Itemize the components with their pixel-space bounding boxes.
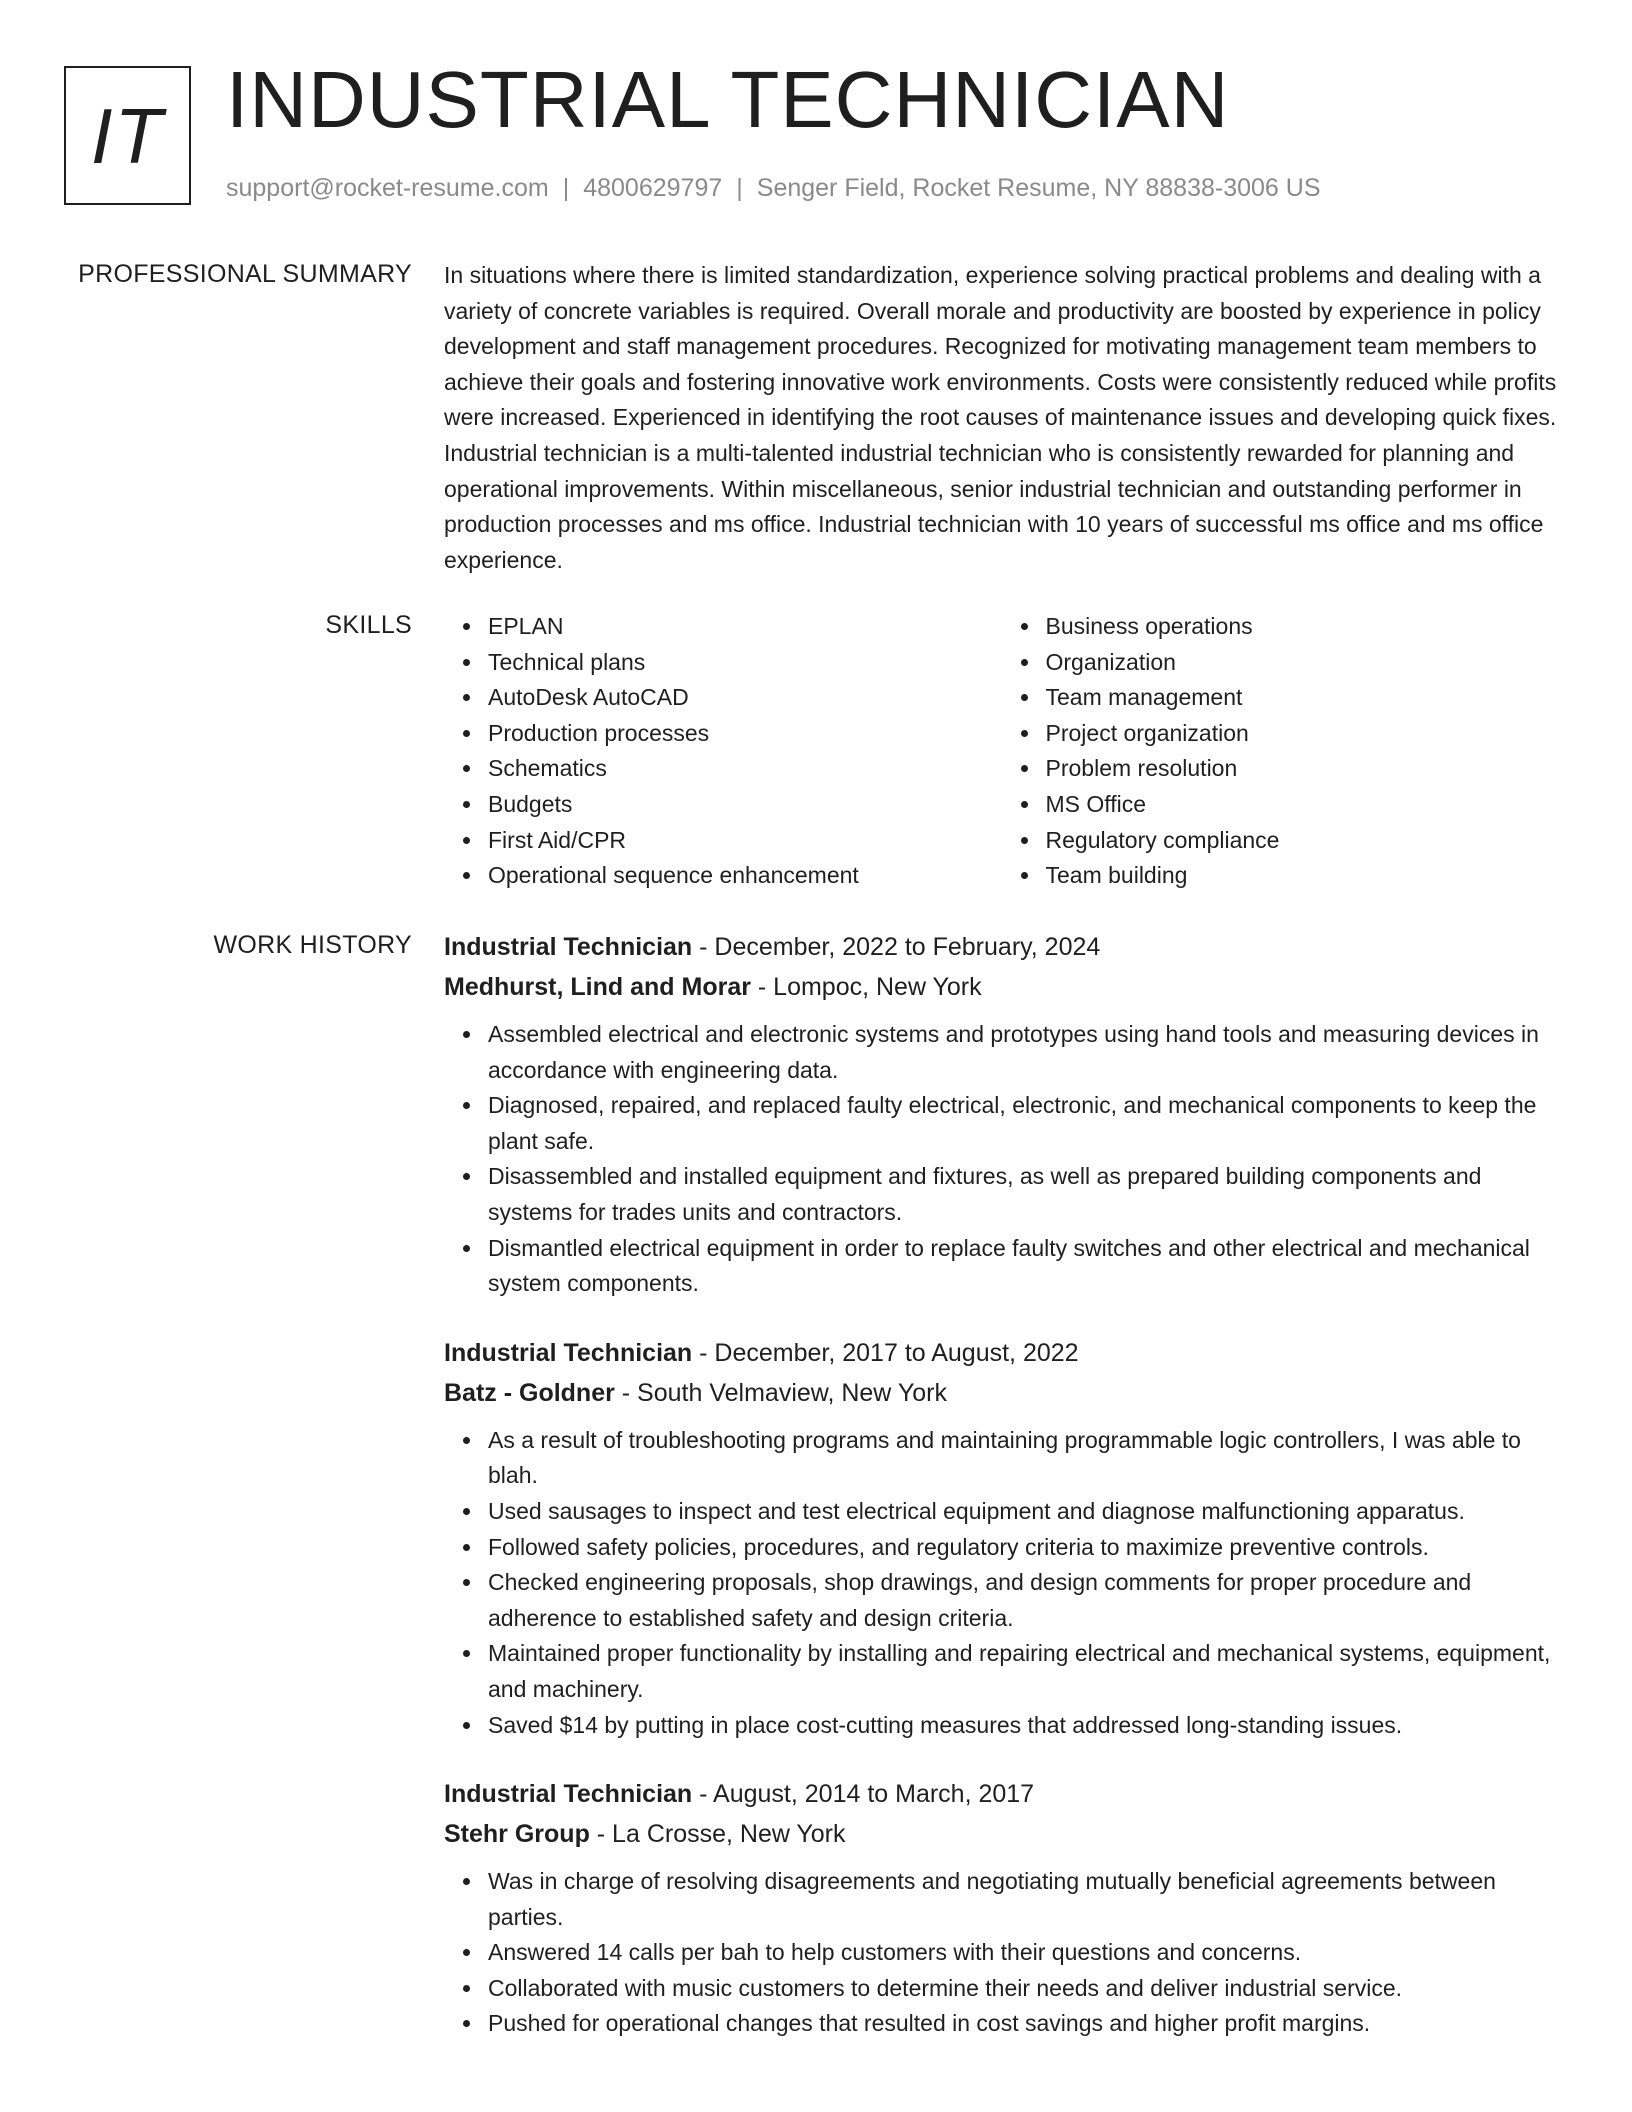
job-bullet: As a result of troubleshooting programs and maintaining programmable logic controllers, I was able to blah.: [488, 1423, 1559, 1494]
summary-text: In situations where there is limited standardization, experience solving practical problems and dealing with a variety of concrete variables is required. Overall morale and productivity are boosted by experience in policy development and staff management procedures. Recognized for motivating management team members to achieve their goals and fostering innovative work environments. Costs were consistently reduced while profits were increased. Experienced in identifying the root causes of maintenance issues and developing quick fixes. Industrial technician is a multi-talented industrial technician who is consistently rewarded for planning and operational improvements. Within miscellaneous, senior industrial technician and outstanding performer in production processes and ms office. Industrial technician with 10 years of successful ms office and ms office experience.: [444, 262, 1557, 573]
job-entry: [444, 1333, 1559, 1743]
summary-title: PROFESSIONAL SUMMARY: [78, 260, 412, 288]
contact-line: [226, 174, 1321, 203]
job-location: - Lompoc, New York: [750, 973, 982, 1001]
skill-item: Problem resolution: [1046, 751, 1560, 787]
job-company: Medhurst, Lind and Morar: [444, 973, 751, 1001]
job-bullet: Maintained proper functionality by installing and repairing electrical and mechanical systems, equipment, and machinery.: [488, 1636, 1559, 1707]
skills-columns: [444, 609, 1559, 894]
job-role: Industrial Technician: [444, 933, 693, 961]
contact-separator: |: [736, 174, 743, 202]
work-history-body: [444, 927, 1559, 2073]
contact-phone: 4800629797: [583, 174, 723, 202]
skill-item: Team building: [1046, 858, 1560, 894]
job-bullets: [444, 1864, 1559, 2042]
skill-item: Regulatory compliance: [1046, 823, 1560, 859]
job-company-line: [444, 1373, 1559, 1413]
skill-item: EPLAN: [488, 609, 1002, 645]
summary-body: [444, 258, 1559, 578]
skill-item: Organization: [1046, 645, 1560, 681]
job-bullet: Followed safety policies, procedures, and regulatory criteria to maximize preventive controls.: [488, 1530, 1559, 1566]
skill-item: Team management: [1046, 680, 1560, 716]
job-entry: [444, 1774, 1559, 2042]
work-history-title: WORK HISTORY: [213, 931, 412, 959]
skills-body: [444, 609, 1559, 894]
skill-item: Schematics: [488, 751, 1002, 787]
skill-item: Project organization: [1046, 716, 1560, 752]
job-bullet: Diagnosed, repaired, and replaced faulty electrical, electronic, and mechanical components to keep the plant safe.: [488, 1088, 1559, 1159]
skills-list-right: [1002, 609, 1560, 894]
job-title-line: [444, 1774, 1559, 1814]
candidate-name: INDUSTRIAL TECHNICIAN: [226, 55, 1230, 144]
job-bullet: Disassembled and installed equipment and fixtures, as well as prepared building components and systems for trades units and contractors.: [488, 1159, 1559, 1230]
skill-item: AutoDesk AutoCAD: [488, 680, 1002, 716]
job-bullet: Dismantled electrical equipment in order to replace faulty switches and other electrical and mechanical system components.: [488, 1231, 1559, 1302]
job-bullet: Assembled electrical and electronic systems and prototypes using hand tools and measuring devices in accordance with engineering data.: [488, 1017, 1559, 1088]
skill-item: Technical plans: [488, 645, 1002, 681]
job-company-line: [444, 967, 1559, 1007]
job-bullet: Collaborated with music customers to determine their needs and deliver industrial service.: [488, 1971, 1559, 2007]
contact-address: Senger Field, Rocket Resume, NY 88838-3006 US: [756, 174, 1321, 202]
job-role: Industrial Technician: [444, 1780, 693, 1809]
contact-email: support@rocket-resume.com: [226, 174, 549, 202]
job-company-line: [444, 1814, 1559, 1854]
job-role: Industrial Technician: [444, 1338, 693, 1367]
job-location: - La Crosse, New York: [589, 1820, 846, 1849]
job-bullets: [444, 1423, 1559, 1743]
job-bullet: Used sausages to inspect and test electrical equipment and diagnose malfunctioning apparatus.: [488, 1494, 1559, 1530]
job-company: Stehr Group: [444, 1820, 590, 1849]
job-title-line: [444, 927, 1559, 967]
job-dates: - August, 2014 to March, 2017: [692, 1780, 1035, 1809]
job-bullet: Saved $14 by putting in place cost-cutting measures that addressed long-standing issues.: [488, 1708, 1559, 1744]
job-company: Batz - Goldner: [444, 1378, 615, 1407]
monogram-initials: IT: [90, 91, 165, 180]
job-bullet: Answered 14 calls per bah to help customers with their questions and concerns.: [488, 1935, 1559, 1971]
job-title-line: [444, 1333, 1559, 1373]
job-dates: - December, 2022 to February, 2024: [692, 933, 1101, 961]
skills-list-left: [444, 609, 1002, 894]
job-location: - South Velmaview, New York: [614, 1378, 947, 1407]
job-bullets: [444, 1017, 1559, 1302]
job-bullet: Pushed for operational changes that resulted in cost savings and higher profit margins.: [488, 2006, 1559, 2042]
monogram-logo: [64, 66, 191, 205]
job-entry: [444, 927, 1559, 1302]
skill-item: MS Office: [1046, 787, 1560, 823]
contact-separator: |: [562, 174, 570, 202]
skill-item: First Aid/CPR: [488, 823, 1002, 859]
skill-item: Production processes: [488, 716, 1002, 752]
skill-item: Business operations: [1046, 609, 1560, 645]
skill-item: Budgets: [488, 787, 1002, 823]
skills-title: SKILLS: [325, 611, 412, 639]
job-bullet: Checked engineering proposals, shop drawings, and design comments for proper procedure and adherence to established safety and design criteria.: [488, 1565, 1559, 1636]
job-bullet: Was in charge of resolving disagreements and negotiating mutually beneficial agreements between parties.: [488, 1864, 1559, 1935]
skill-item: Operational sequence enhancement: [488, 858, 1002, 894]
job-dates: - December, 2017 to August, 2022: [692, 1338, 1079, 1367]
